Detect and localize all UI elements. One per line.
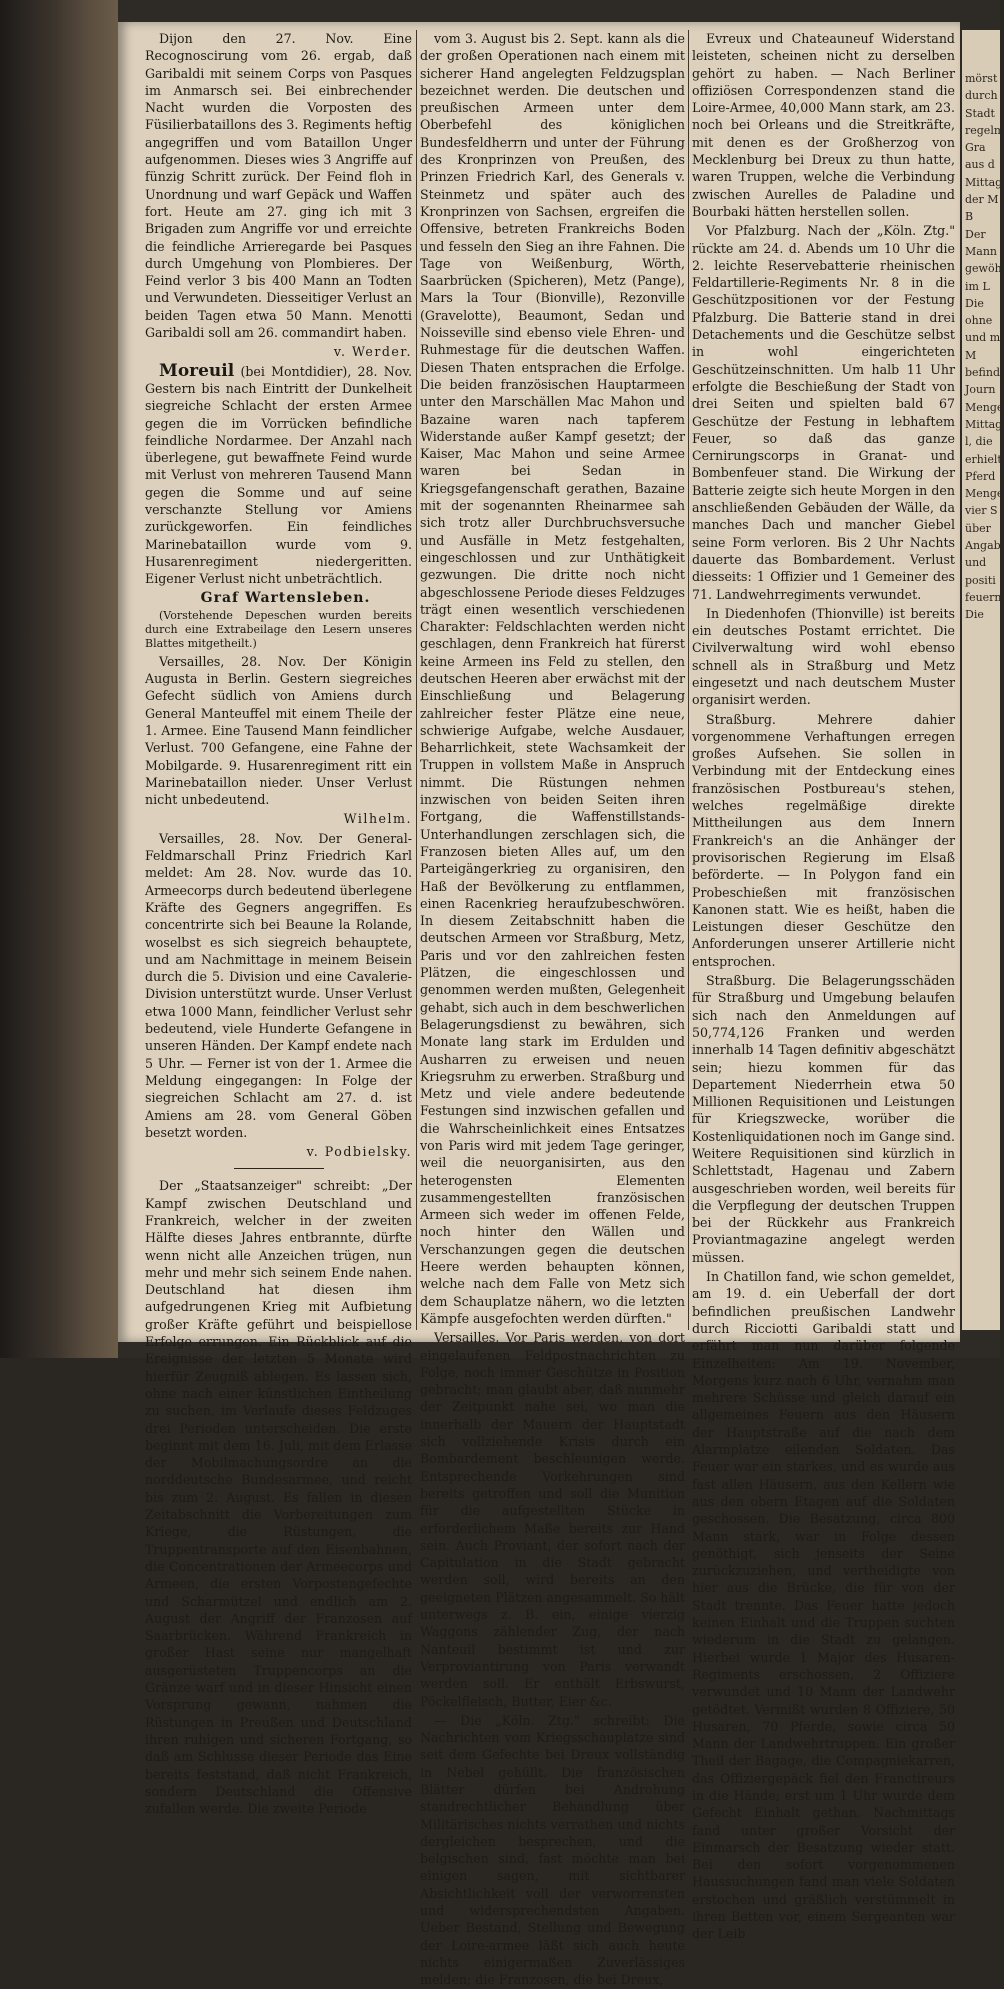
article-staatsanzeiger: Der „Staatsanzeiger" schreibt: „Der Kampf zwischen Deutschland und Frankreich, welcher in der zweiten Hälfte dieses Jahres entbrannte, dürfte wenn nicht alle Anzeichen trügen, nun mehr und mehr sich seinem Ende nahen. Deutschland hat diesen ihm aufgedrungenen Krieg mit Aufbietung großer Kräfte geführt und beispiellose Erfolge errungen. Ein Rückblick auf die Ereignisse der letzten 5 Monate wird hierfür Zeugniß ablegen. Es lassen sich, ohne nach einer künstlichen Eintheilung zu suchen, im Verlaufe dieses Feldzuges drei Perioden unterscheiden. Die erste beginnt mit dem 16. Juli, mit dem Erlasse der Mobilmachungsordre an die norddeutsche Bundesarmee, und reicht bis zum 2. August. Es fallen in diesen Zeitabschnitt die Vorbereitungen zum Kriege, die Rüstungen, die Truppentransporte auf den Eisenbahnen, die Concentrationen der Armeecorps und Armeen, die ersten Vorpostengefechte und Scharmützel und endlich am 2. August der Angriff der Franzosen auf Saarbrücken. Während Frankreich in großer Hast seine nur mangelhaft ausgerüsteten Truppencorps an die Gränze warf und in dieser Hinsicht einen Vorsprung gewann, nahmen die Rüstungen in Preußen und Deutschland ihren ruhigen und sicheren Fortgang, so daß am Schlusse dieser Periode das Eine bereits feststand, daß nicht Frankreich, sondern Deutschland die Offensive zufallen werde. Die zweite Periode	[145, 1178, 412, 1817]
article-chatillon: In Chatillon fand, wie schon gemeldet, am 19. d. ein Ueberfall der dort befindlichen preußischen Landwehr durch Ricciotti Garibaldi statt und erfährt man nun darüber folgende Einzelheiten: Am 19. November, Morgens kurz nach 6 Uhr, vernahm man mehrere Schüsse und gleich darauf ein allgemeines Feuern aus den Häusern der Hauptstraße auf die nach dem Alarmplatze eilenden Soldaten. Das Feuer war ein starkes, und es wurde aus fast allen Häusern, aus den Kellern wie aus den obern Etagen auf die Soldaten geschossen. Die Besatzung, circa 800 Mann stark, war in Folge dessen genöthigt, sich jenseits der Seine zurückzuziehen, und vertheidigte von hier aus die Brücke, die für von der Stadt trennte. Das Feuer hatte jedoch keinen Einhalt und die Truppen suchten wiederum in die Stadt zu gelangen. Hierbei wurde 1 Major des Husaren-Regiments erschossen, 2 Offiziere verwundet und 10 Mann der Landwehr getödtet. Vermißt wurden 8 Offiziere, 50 Husaren, 70 Pferde, sowie circa 50 Mann der Landwehrtruppen. Ein großer Theil der Bagage, die Compagniekarren, das Offiziergepäck fiel den Franctireurs in die Hände; erst um 1 Uhr wurde dem Gefecht Einhalt gethan. Nachmittags fand unter großer Vorsicht der Einmarsch der Besatzung wieder statt. Bei den sofort vorgenommenen Haussuchungen fand man viele Soldaten erstochen und gräßlich verstümmelt in ihren Betten vor, einem Sergeanten war der Leib	[692, 1269, 955, 1942]
facing-page-fragment: Pferd	[965, 469, 996, 483]
facing-page-fragment: vier S	[965, 504, 998, 518]
facing-page-fragment: und m	[965, 331, 1001, 345]
facing-page-fragment: aus d	[965, 158, 995, 172]
column-1	[145, 30, 412, 1817]
facing-page-fragment: ohne	[965, 314, 993, 328]
column-2	[420, 30, 686, 1988]
signature-werder: v. Werder.	[333, 344, 412, 360]
article-koeln-zeitung: — Die „Köln. Ztg." schreibt: Die Nachrichten vom Kriegsschauplatze sind seit dem Gefechte bei Dreux vollständig in Nebel gehüllt. Die französischen Blätter dürfen bei Androhung standrechtlicher Behandlung über Militärisches nichts verrathen und nichts dergleichen besprechen, und die belgischen sind, fast möchte man bei einigen sagen, mit sichtbarer Absichtlichkeit voll der verworrensten und widersprechendsten Angaben. Ueber Bestand, Stellung und Bewegung der Loire-armee läßt sich auch heute nichts einigermaßen Zuverlässiges melden; die Franzosen, die bei Dreux,	[420, 1712, 685, 1988]
article-moreuil-text: (bei Montdidier), 28. Nov. Gestern bis nach Eintritt der Dunkelheit siegreiche Schlacht der ersten Armee gegen die im Vorrücken befindliche feindliche Nordarmee. Der Anzahl nach überlegene, gut bewaffnete Feind wurde mit Verlust von mehreren Tausend Mann gegen die Somme und auf seine verschanzte Stellung vor Amiens zurückgeworfen. Ein feindliches Marinebataillon wurde vom 9. Husarenregiment niedergeritten. Eigener Verlust nicht unbeträchtlich.	[145, 363, 412, 587]
facing-page-fragment: positi	[965, 573, 996, 587]
facing-page-fragment: B	[965, 210, 974, 224]
facing-page-fragment: befind	[965, 366, 1001, 380]
article-staatsanzeiger-cont: vom 3. August bis 2. Sept. kann als die der großen Operationen nach einem mit sicherer Hand angelegten Feldzugsplan bezeichnet werden. Die deutschen und preußischen Armeen unter dem Oberbefehl des königlichen Bundesfeldherrn und unter der Führung des Kronprinzen von Preußen, des Prinzen Friedrich Karl, des Generals v. Steinmetz und später auch des Kronprinzen von Sachsen, ergreifen die Offensive, betreten Frankreichs Boden und fesseln den Sieg an ihre Fahnen. Die Tage von Weißenburg, Wörth, Saarbrücken (Spicheren), Metz (Pange), Mars la Tour (Bionville), Rezonville (Gravelotte), Beaumont, Sedan und Noisseville sind ebenso viele Ehren- und Ruhmestage für die deutschen Waffen. Diesen Thaten entsprachen die Erfolge. Die beiden französischen Hauptarmeen unter den Marschällen Mac Mahon und Bazaine waren nach tapferem Widerstande außer Kampf gesetzt; der Kaiser, Mac Mahon und seine Armee waren bei Sedan in Kriegsgefangenschaft gerathen, Bazaine mit der sogenannten Rheinarmee sah sich trotz aller Durchbruchsversuche und Ausfälle in Metz festgehalten, eingeschlossen und zur Unthätigkeit gezwungen. Die dritte noch nicht abgeschlossene Periode dieses Feldzuges trägt einen wesentlich verschiedenen Charakter: Feldschlachten werden nicht geschlagen, denn Frankreich hat fürerst keine Armeen ins Feld zu stellen, den deutschen Heeren aber erwächst mit der Einschließung und Belagerung zahlreicher fester Plätze eine neue, schwierige Aufgabe, welche Ausdauer, Beharrlichkeit, stete Wachsamkeit der Truppen in vollstem Maße in Anspruch nimmt. Die Rüstungen nehmen inzwischen von beiden Seiten ihren Fortgang, die Waffenstillstands-Unterhandlungen zerschlagen sich, die Franzosen bieten Alles auf, um den Parteigängerkrieg zu organisiren, den Haß der Bevölkerung zu entflammen, einen Racenkrieg heraufzubeschwören. In diesem Zeitabschnitt haben die deutschen Armeen vor Straßburg, Metz, Paris und vor den zahlreichen festen Plätzen, die eingeschlossen und genommen werden mußten, Gelegenheit gehabt, sich auch in dem beschwerlichen Belagerungsdienst zu bewähren, sich Monate lang stark im Erdulden und Ausharren zu erweisen und neuen Kriegsruhm zu erwerben. Straßburg und Metz und viele andere bedeutende Festungen sind inzwischen gefallen und die Wahrscheinlichkeit eines Entsatzes von Paris wird mit jedem Tage geringer, weil die neuorganisirten, aus den heterogensten Elementen zusammengestellten französischen Armeen sich weder im offenen Felde, noch hinter den Wällen und Verschanzungen gegen die deutschen Heere werden behaupten können, welche nach dem Falle von Metz sich dem Schauplatze nähern, wo die letzten Kämpfe ausgefochten werden dürften."	[420, 31, 686, 1326]
facing-page-fragments	[962, 70, 1004, 624]
facing-page-fragment: Mann	[965, 244, 997, 258]
facing-page-fragment: l, die	[965, 435, 993, 449]
facing-page-fragment: im L	[965, 279, 990, 293]
signature-podbielsky: v. Podbielsky.	[306, 1144, 412, 1160]
facing-page-fragment: durch	[965, 89, 998, 103]
article-loire-armee: Evreux und Chateauneuf Widerstand leisteten, scheinen nicht zu derselben gehört zu haben. — Nach Berliner offiziösen Correspondenzen stand die Loire-Armee, 40,000 Mann stark, am 23. noch bei Orleans und die Streitkräfte, mit denen es der Großherzog von Mecklenburg bei Dreux zu thun hatte, waren Truppen, welche die Verbindung zwischen Aurelles de Paladine und Bourbaki hätten herstellen sollen.	[692, 31, 955, 219]
article-dijon: Dijon den 27. Nov. Eine Recognoscirung vom 26. ergab, daß Garibaldi mit seinem Corps von Pasques im Anmarsch sei. Bei einbrechender Nacht wurden die Vorposten des Füsilierbataillons des 3. Regiments heftig angegriffen und vom Bataillon Unger aufgenommen. Dieses wies 3 Angriffe auf fünzig Schritt zurück. Der Feind floh in Unordnung und warf Gepäck und Waffen fort. Heute am 27. ging ich mit 3 Brigaden zum Angriffe vor und erreichte die feindliche Arrieregarde bei Pasques durch Umgehung von Plombieres. Der Feind verlor 3 bis 400 Mann an Todten und Verwundeten. Diesseitiger Verlust an beiden Tagen etwa 50 Mann. Menotti Garibaldi soll am 26. commandirt haben.	[145, 31, 412, 341]
facing-page-fragment: Mittag	[965, 175, 1003, 189]
column-rule	[688, 30, 689, 1330]
book-binding	[0, 0, 118, 1358]
column-rule	[416, 30, 417, 1330]
article-versailles-1: Versailles, 28. Nov. Der Königin Augusta in Berlin. Gestern siegreiches Gefecht südlich von Amiens durch General Manteuffel mit einem Theile der 1. Armee. Eine Tausend Mann feindlicher Verlust. 700 Gefangene, eine Fahne der Mobilgarde. 9. Husarenregiment ritt ein Marinebataillon nieder. Unser Verlust nicht unbedeutend.	[145, 653, 412, 808]
facing-page-fragment: Der	[965, 227, 986, 241]
article-strassburg-2: Straßburg. Die Belagerungsschäden für Straßburg und Umgebung belaufen sich nach den Anmeldungen auf 50,774,126 Franken und werden innerhalb 14 Tagen definitiv abgeschätzt sein; hiezu kommen für das Departement Niederrhein etwa 50 Millionen Requisitionen und Leistungen für Kriegszwecke, worüber die Kostenliquidationen noch im Gange sind. Weitere Requisitionen sind kürzlich in Schlettstadt, Hagenau und Zabern ausgeschrieben worden, weil bereits für die Verpflegung der deutschen Truppen bei der Rückkehr aus Frankreich Proviantmagazine angelegt werden müssen.	[692, 973, 955, 1265]
facing-page-fragment: Menge	[965, 487, 1004, 501]
section-divider	[234, 1168, 324, 1169]
signature-wilhelm: Wilhelm.	[343, 811, 412, 827]
facing-page-fragment: Die	[965, 296, 984, 310]
article-diedenhofen: In Diedenhofen (Thionville) ist bereits ein deutsches Postamt errichtet. Die Civilverwaltung wird wohl ebenso schnell als in Straßburg und Metz eingesetzt und nach deutschem Muster organisirt werden.	[692, 605, 955, 708]
facing-page-fragment: Journ	[965, 383, 996, 397]
article-moreuil	[145, 360, 412, 588]
facing-page-edge	[962, 30, 1004, 1330]
facing-page-fragment: über	[965, 521, 991, 535]
article-strassburg-1: Straßburg. Mehrere dahier vorgenommene Verhaftungen erregen großes Aufsehen. Sie sollen in Verbindung mit der Entdeckung eines französischen Postbureau's stehen, welches regelmäßige direkte Mittheilungen aus dem Innern Frankreich's an die Anhänger der provisorischen Regierung im Elsaß beförderte. — In Polygon fand ein Probeschießen mit französischen Kanonen statt. Wie es heißt, haben die Leistungen dieser Geschütze den Anforderungen unserer Artillerie nicht entsprochen.	[692, 711, 955, 969]
facing-page-fragment: und	[965, 556, 987, 570]
article-pfalzburg: Vor Pfalzburg. Nach der „Köln. Ztg." rückte am 24. d. Abends um 10 Uhr die 2. leichte Reservebatterie rheinischen Feldartillerie-Regiments Nr. 8 in die Geschützpositionen vor der Festung Pfalzburg. Die Batterie stand in drei Detachements und die Geschütze selbst in wohl eingerichteten Geschützeinschnitten. Um halb 11 Uhr erfolgte die Beschießung der Stadt von drei Seiten und spielten bald 67 Geschütze der Festung in lebhaftem Feuer, so daß das ganze Cernirungscorps in Granat- und Bombenfeuer stand. Die Wirkung der Batterie zeigte sich heute Morgen in den anschließenden Gebäuden der Wälle, da manches Dach und mancher Giebel seine Form verloren. Bis 2 Uhr Nachts dauerte das Bombardement. Verlust diesseits: 1 Offizier und 1 Gemeiner des 71. Landwehrregiments verwundet.	[692, 223, 955, 602]
facing-page-fragment: Gra	[965, 141, 986, 155]
article-versailles-2: Versailles, 28. Nov. Der General-Feldmarschall Prinz Friedrich Karl meldet: Am 28. Nov. wurde das 10. Armeecorps durch bedeutend überlegene Kräfte des Gegners angegriffen. Es concentrirte sich bei Beaune la Rolande, woselbst es sich siegreich behauptete, und am Nachmittage in meinem Beisein durch die 5. Division und eine Cavalerie-Division unterstützt wurde. Unser Verlust etwa 1000 Mann, feindlicher Verlust sehr bedeutend, viele Hunderte Gefangene in unseren Händen. Der Kampf endete nach 5 Uhr. — Ferner ist von der 1. Armee die Meldung eingegangen: In Folge der siegreichen Schlacht am 27. d. ist Amiens am 28. vom General Göben besetzt worden.	[145, 830, 412, 1140]
facing-page-fragment: erhielt	[965, 452, 1002, 466]
facing-page-fragment: regelm	[965, 123, 1004, 137]
facing-page-fragment: Angab	[965, 539, 1001, 553]
facing-page-fragment: Die	[965, 608, 984, 622]
signature-wartensleben: Graf Wartensleben.	[200, 589, 371, 606]
facing-page-fragment: gewöh	[965, 262, 1002, 276]
facing-page-fragment: Menge	[965, 400, 1004, 414]
editorial-note: (Vorstehende Depeschen wurden bereits durch eine Extrabeilage den Lesern unseres Blattes mitgetheilt.)	[145, 608, 412, 650]
facing-page-fragment: feuern	[965, 590, 1002, 604]
facing-page-fragment: Mittag	[965, 417, 1003, 431]
column-3	[692, 30, 955, 1942]
dateline-moreuil: Moreuil	[159, 360, 235, 381]
facing-page-fragment: Stadt	[965, 106, 995, 120]
article-versailles-paris: Versailles. Vor Paris werden, von dort eingelaufenen Feldpostnachrichten zu Folge, noch immer Geschütze in Position gebracht; man glaubt aber, daß nunmehr der Zeitpunkt nahe sei, wo man die innerhalb der Mauern der Hauptstadt sich vollziehende Krisis durch ein Bombardement beschleunigen werde. Entsprechende Vorkehrungen sind bereits getroffen und soll die Munition für die aufgestellten Stücke in erforderlichem Maße bereits zur Hand sein. Auch Proviant, der sofort nach der Capitulation in die Stadt gebracht werden soll, wird bereits an den geeigneten Plätzen angesammelt. So hält unterwegs z. B. ein, einige vierzig Waggons zählender Zug, der nach Nanteuil bestimmt ist und zur Verproviantirung von Paris verwandt werden soll. Er enthält Erbswurst, Pöckelfleisch, Butter, Eier &c.	[420, 1330, 685, 1709]
facing-page-fragment: mörst	[965, 72, 998, 85]
facing-page-fragment: M	[965, 348, 977, 362]
facing-page-fragment: der M	[965, 193, 999, 207]
